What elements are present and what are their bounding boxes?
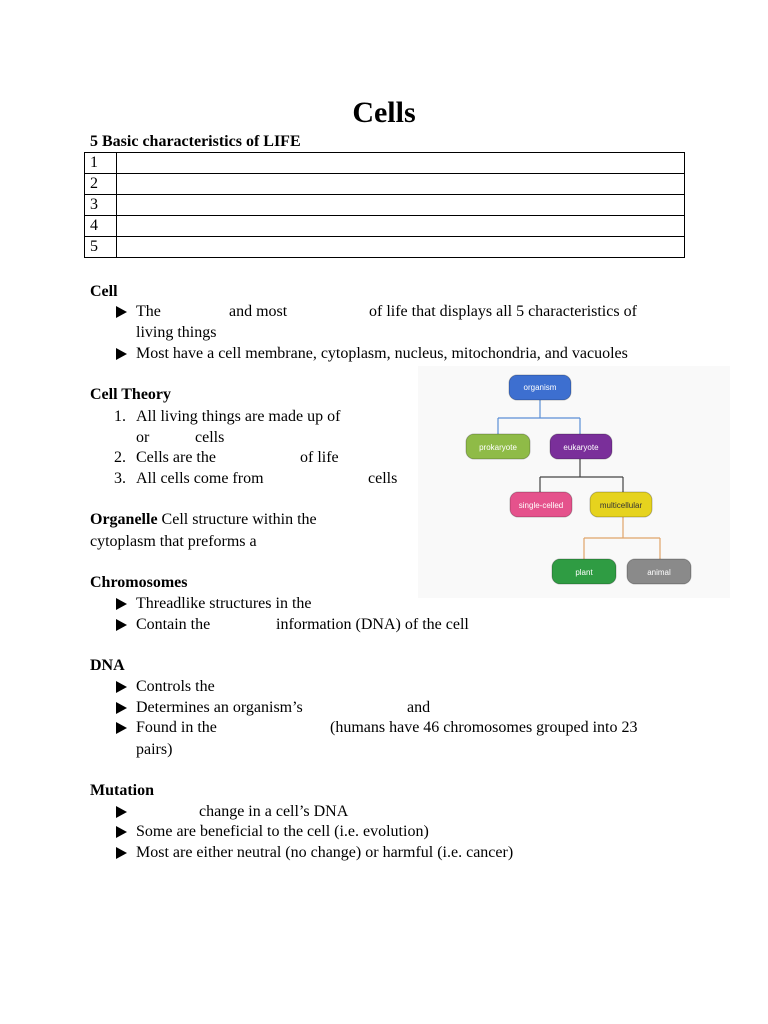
cell-theory-item-3-part-b: cells <box>368 470 398 487</box>
row-number: 4 <box>85 216 117 237</box>
organelle-definition-part-a: Cell structure within the <box>161 511 317 528</box>
dna-bullet-3-part-c: pairs) <box>136 741 173 758</box>
organism-classification-diagram <box>418 366 730 598</box>
dna-bullet-2-part-a: Determines an organism’s <box>136 699 303 716</box>
multicellular-label: multicellular <box>599 501 643 510</box>
eukaryote-label: eukaryote <box>563 443 599 452</box>
answer-cell <box>117 174 685 195</box>
table-row <box>85 195 685 216</box>
organism-label: organism <box>523 383 557 392</box>
cell-bullet-2: Most have a cell membrane, cytoplasm, nucleus, mitochondria, and vacuoles <box>136 345 628 362</box>
bullet-arrow-icon <box>116 306 127 318</box>
bullet-arrow-icon <box>116 722 127 734</box>
answer-cell <box>117 237 685 258</box>
answer-cell <box>117 216 685 237</box>
bullet-arrow-icon <box>116 619 127 631</box>
mutation-bullet-2: Some are beneficial to the cell (i.e. evolution) <box>136 823 429 840</box>
prokaryote-label: prokaryote <box>479 443 517 452</box>
cell-bullet-1-part-c: of life that displays all 5 characteristics of <box>369 303 637 320</box>
dna-bullet-3-part-a: Found in the <box>136 719 217 736</box>
cell-theory-item-2-part-a: Cells are the <box>136 449 216 466</box>
bullet-arrow-icon <box>116 847 127 859</box>
organelle-term: Organelle <box>90 511 158 528</box>
table-row <box>85 216 685 237</box>
life-characteristics-heading: 5 Basic characteristics of LIFE <box>90 133 301 150</box>
dna-bullet-3-part-b: (humans have 46 chromosomes grouped into 23 <box>330 719 638 736</box>
plant-label: plant <box>575 568 593 577</box>
animal-label: animal <box>647 568 671 577</box>
mutation-bullet-3: Most are either neutral (no change) or harmful (i.e. cancer) <box>136 844 514 861</box>
mutation-heading: Mutation <box>90 782 154 799</box>
single-celled-label: single-celled <box>518 501 564 510</box>
row-number: 5 <box>85 237 117 258</box>
row-number: 2 <box>85 174 117 195</box>
cell-bullet-1-part-d: living things <box>136 324 217 341</box>
chromosomes-bullet-2-part-a: Contain the <box>136 616 211 633</box>
list-number: 3. <box>114 470 126 487</box>
table-row <box>85 237 685 258</box>
dna-bullet-2-part-b: and <box>407 699 431 716</box>
cell-theory-heading: Cell Theory <box>90 386 172 403</box>
life-characteristics-table <box>84 152 685 258</box>
cell-bullet-1-part-a: The <box>136 303 161 320</box>
cell-theory-item-3-part-a: All cells come from <box>136 470 264 487</box>
row-number: 1 <box>85 153 117 174</box>
chromosomes-bullet-2-part-b: information (DNA) of the cell <box>276 616 469 633</box>
dna-heading: DNA <box>90 657 125 674</box>
bullet-arrow-icon <box>116 598 127 610</box>
bullet-arrow-icon <box>116 826 127 838</box>
bullet-arrow-icon <box>116 806 127 818</box>
bullet-arrow-icon <box>116 681 127 693</box>
cell-theory-item-1-part-c: cells <box>195 429 225 446</box>
cell-theory-item-2-part-b: of life <box>300 449 339 466</box>
dna-bullet-1: Controls the <box>136 678 215 695</box>
list-number: 1. <box>114 408 126 425</box>
cell-theory-item-1-part-a: All living things are made up of <box>136 408 341 425</box>
answer-cell <box>117 153 685 174</box>
organelle-definition-part-b: cytoplasm that preforms a <box>90 533 257 550</box>
table-row <box>85 174 685 195</box>
organelle-definition <box>90 510 317 531</box>
cell-heading: Cell <box>90 283 118 300</box>
bullet-arrow-icon <box>116 348 127 360</box>
page-title: Cells <box>352 96 416 129</box>
row-number: 3 <box>85 195 117 216</box>
mutation-bullet-1: change in a cell’s DNA <box>199 803 349 820</box>
table-row <box>85 153 685 174</box>
cell-bullet-1-part-b: and most <box>229 303 288 320</box>
cell-theory-item-1-part-b: or <box>136 429 150 446</box>
bullet-arrow-icon <box>116 702 127 714</box>
chromosomes-heading: Chromosomes <box>90 574 188 591</box>
chromosomes-bullet-1: Threadlike structures in the <box>136 595 312 612</box>
list-number: 2. <box>114 449 126 466</box>
answer-cell <box>117 195 685 216</box>
